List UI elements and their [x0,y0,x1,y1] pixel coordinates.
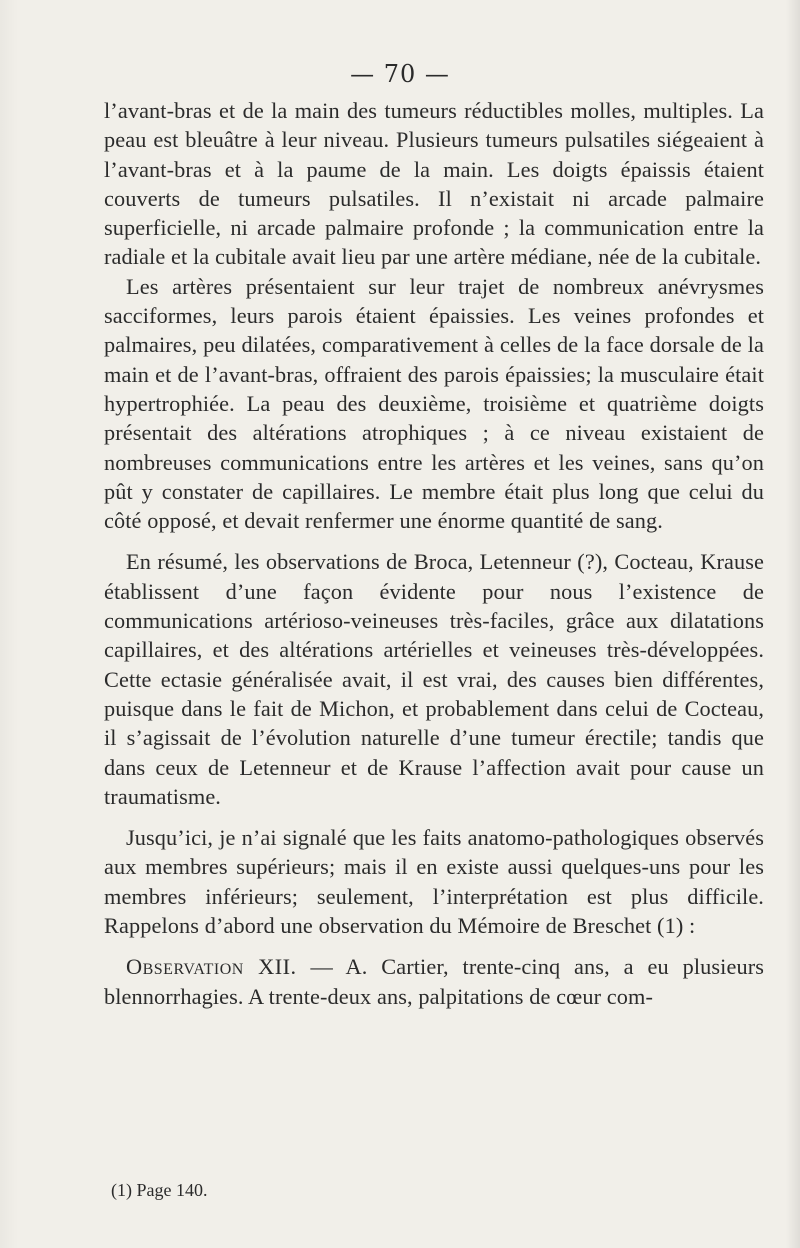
paragraph-4: Jusqu’ici, je n’ai signalé que les faits anatomo-pathologiques observés aux membres supérieurs; mais il en existe aussi quelques-uns pour les membres inférieurs; seulement, l’interprétation est plus difficile. Rappelons d’abord une observation du Mémoire de Breschet (1) : [104,825,764,939]
paragraph-1: l’avant-bras et de la main des tumeurs réductibles molles, multiples. La peau est bleuâtre à leur niveau. Plusieurs tumeurs pulsatiles siégeaient à l’avant-bras et à la paume de la main. Les doigts épaissis étaient couverts de tumeurs pulsatiles. Il n’existait ni arcade palmaire superficielle, ni arcade palmaire profonde ; la communication entre la radiale et la cubitale avait lieu par une artère médiane, née de la cubitale. [104,98,764,270]
body-text [104,96,764,1011]
observation-text: — A. Cartier, trente-cinq ans, a eu plusieurs blennorrhagies. A trente-deux ans, palpitations de cœur com- [104,954,765,1009]
page-number: — 70 — [350,60,450,88]
observation-label: Observation XII. [126,954,297,980]
observation-paragraph [104,952,764,1011]
paragraph-2: Les artères présentaient sur leur trajet de nombreux anévrysmes sacciformes, leurs parois étaient épaissies. Les veines profondes et palmaires, peu dilatées, comparativement à celles de la face dorsale de la main et de l’avant-bras, offraient des parois épaissies; la musculaire était hypertrophiée. La peau des deuxième, troisième et quatrième doigts présentait des altérations atrophiques ; à ce niveau existaient de nombreuses communications entre les artères et les veines, sans qu’on pût y constater de capillaires. Le membre était plus long que celui du côté opposé, et devait renfermer une énorme quantité de sang. [104,273,764,534]
footnote: (1) Page 140. [111,1180,208,1200]
paragraph-3: En résumé, les observations de Broca, Letenneur (?), Cocteau, Krause établissent d’une façon évidente pour nous l’existence de communications artérioso-veineuses très-faciles, grâce aux dilatations capillaires, et des altérations artérielles et veineuses très-développées. Cette ectasie généralisée avait, il est vrai, des causes bien différentes, puisque dans le fait de Michon, et probablement dans celui de Cocteau, il s’agissait de l’évolution naturelle d’une tumeur érectile; tandis que dans ceux de Letenneur et de Krause l’affection avait pour cause un traumatisme. [104,549,764,809]
